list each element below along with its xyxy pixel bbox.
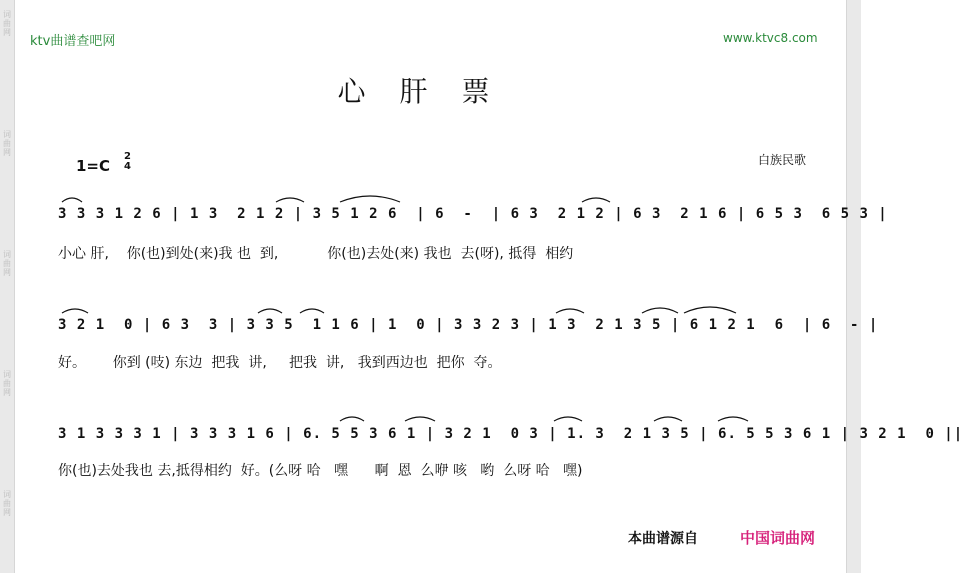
time-signature-bottom: 4 — [124, 161, 131, 172]
watermark-text: 词曲网 — [3, 250, 11, 277]
source-label: 本曲谱源自 — [628, 531, 698, 547]
source-site-left: ktv曲谱查吧网 — [30, 34, 116, 49]
notation-line-3: 3 1 3 3 3 1 | 3 3 3 1 6 | 6. 5 5 3 6 1 | 3 2 1 0 3 | 1. 3 2 1 3 5 | 6. 5 5 3 6 1 | 3 2 1 0 || — [58, 426, 963, 442]
notation-line-1: 3 3 3 1 2 6 | 1 3 2 1 2 | 3 5 1 2 6 | 6 - | 6 3 2 1 2 | 6 3 2 1 6 | 6 5 3 6 5 3 | — [58, 206, 888, 222]
watermark-text: 词曲网 — [3, 490, 11, 517]
lyrics-line-1: 小心 肝, 你(也)到处(来)我 也 到, 你(也)去处(来) 我也 去(呀), 抵得 相约 — [58, 246, 574, 262]
watermark-text: 词曲网 — [3, 10, 11, 37]
lyrics-line-3: 你(也)去处我也 去,抵得相约 好。(么呀 哈 嘿 啊 恩 么咿 咳 哟 么呀 哈 嘿) — [58, 463, 583, 479]
watermark-text: 词曲网 — [3, 370, 11, 397]
song-title: 心肝票 — [337, 75, 524, 108]
notation-line-2: 3 2 1 0 | 6 3 3 | 3 3 5 1 1 6 | 1 0 | 3 3 2 3 | 1 3 2 1 3 5 | 6 1 2 1 6 | 6 - | — [58, 317, 879, 333]
watermark-text: 词曲网 — [3, 130, 11, 157]
key-signature: 1=C — [76, 157, 111, 175]
time-signature-top: 2 — [124, 151, 131, 162]
song-origin: 白族民歌 — [758, 153, 807, 167]
lyrics-line-2: 好。 你到 (吱) 东边 把我 讲, 把我 讲, 我到西边也 把你 夺。 — [58, 355, 502, 371]
source-site-right: www.ktvc8.com — [723, 31, 818, 45]
source-site-link[interactable]: 中国词曲网 — [740, 529, 816, 547]
